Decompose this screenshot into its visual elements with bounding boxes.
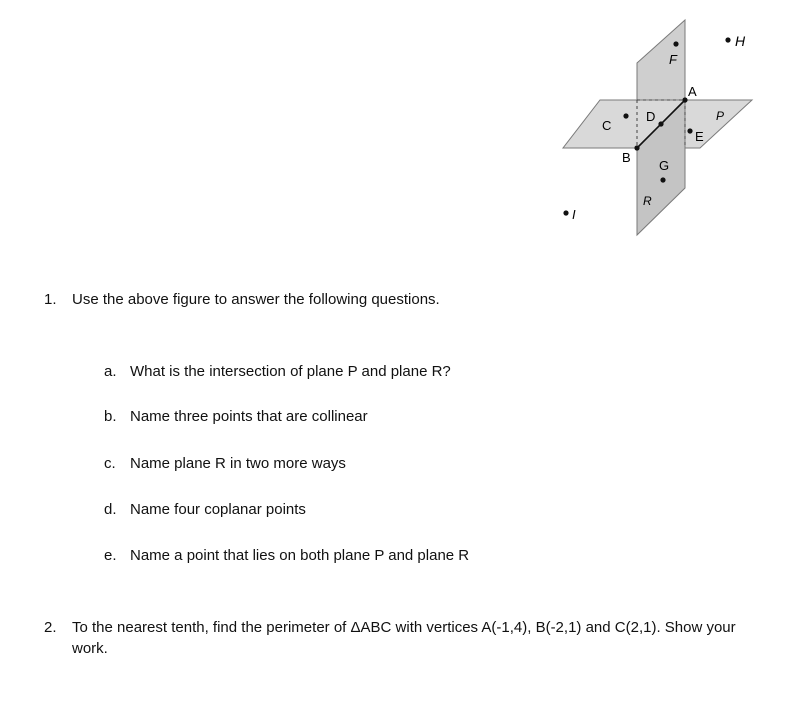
label-c: C <box>602 118 612 133</box>
label-d: D <box>646 109 656 124</box>
point-e <box>687 128 692 133</box>
part-letter: a. <box>104 363 117 380</box>
label-e: E <box>695 129 704 144</box>
label-b: B <box>622 150 631 165</box>
part-letter: b. <box>104 408 117 425</box>
label-h: H <box>735 33 746 49</box>
point-c <box>623 113 628 118</box>
label-a: A <box>688 84 697 99</box>
label-r: R <box>643 194 652 208</box>
part-text: What is the intersection of plane P and plane R? <box>130 363 451 380</box>
planes-figure <box>540 0 800 260</box>
question-2-text: To the nearest tenth, find the perimeter of ΔABC with vertices A(-1,4), B(-2,1) and C(2,1). Show your work. <box>72 619 736 657</box>
part-text: Name four coplanar points <box>130 501 306 518</box>
point-g <box>660 177 665 182</box>
label-i: I <box>572 207 576 222</box>
question-2-number: 2. <box>44 619 57 636</box>
part-letter: c. <box>104 455 116 472</box>
point-b <box>634 145 639 150</box>
point-f <box>673 41 678 46</box>
label-p: P <box>716 109 725 123</box>
question-1-text: Use the above figure to answer the following questions. <box>72 291 440 308</box>
part-letter: e. <box>104 547 117 564</box>
point-h <box>725 37 730 42</box>
part-letter: d. <box>104 501 117 518</box>
part-text: Name a point that lies on both plane P and plane R <box>130 547 470 564</box>
point-i <box>563 210 568 215</box>
part-text: Name plane R in two more ways <box>130 455 346 472</box>
point-a <box>682 97 687 102</box>
label-g: G <box>659 158 670 173</box>
part-text: Name three points that are collinear <box>130 408 368 425</box>
point-d <box>658 121 663 126</box>
question-1-number: 1. <box>44 291 57 308</box>
label-f: F <box>669 52 677 67</box>
